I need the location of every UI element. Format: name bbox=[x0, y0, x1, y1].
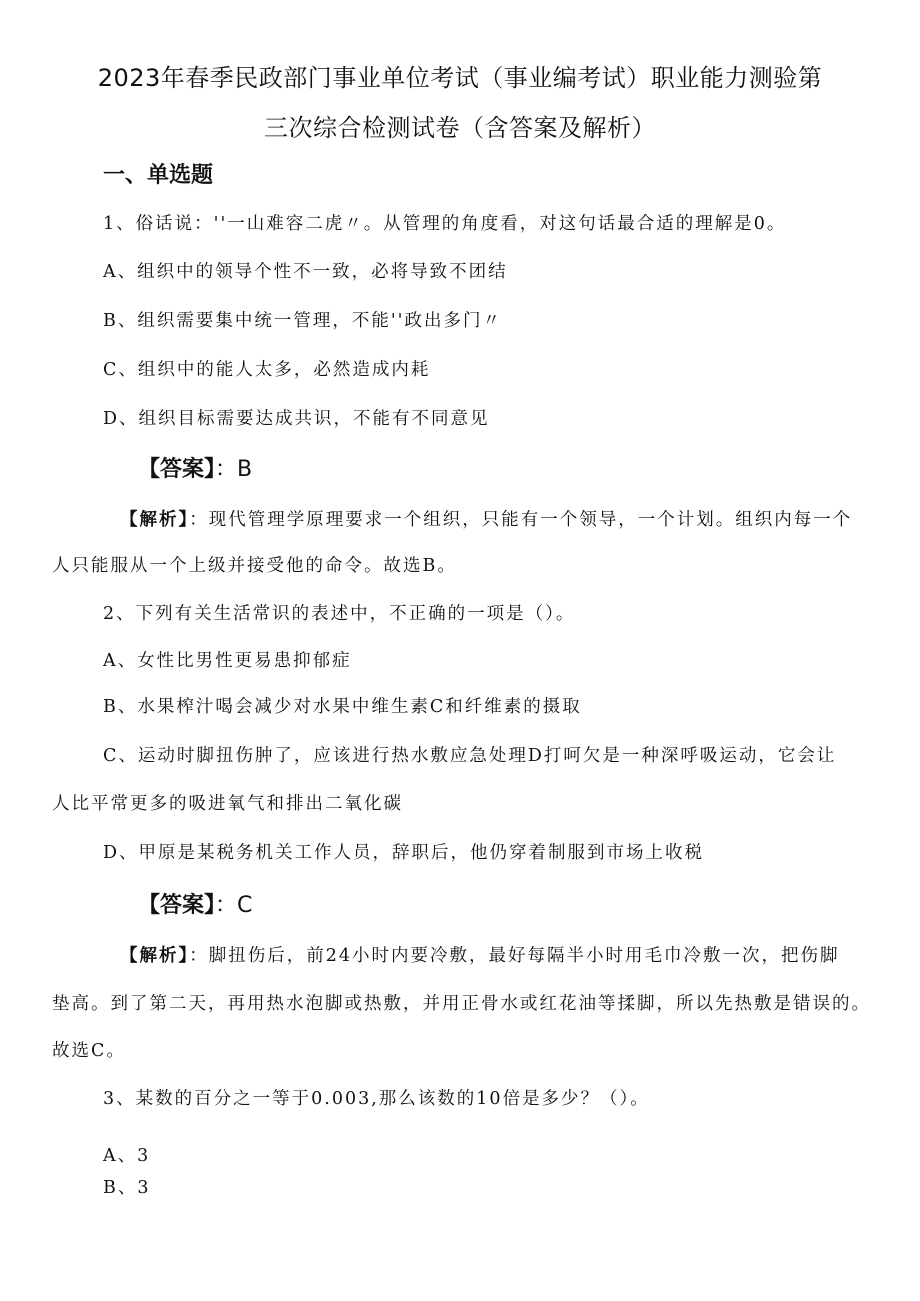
section-heading: 一、单选题 bbox=[103, 163, 214, 188]
q1-option-c: C、组织中的能人太多，必然造成内耗 bbox=[103, 360, 431, 380]
q1-explanation-line-1: 【解析】：现代管理学原理要求一个组织，只能有一个领导，一个计划。组织内每一个 bbox=[120, 510, 853, 530]
q2-explanation-line-2: 垫高。到了第二天，再用热水泡脚或热敷，并用正骨水或红花油等揉脚，所以先热敷是错误的。 bbox=[52, 994, 871, 1014]
q2-answer-value: ：C bbox=[215, 893, 253, 918]
q2-option-c-line-2: 人比平常更多的吸进氧气和排出二氧化碳 bbox=[52, 794, 403, 814]
q2-option-b: B、水果榨汁喝会减少对水果中维生素C和纤维素的摄取 bbox=[103, 697, 582, 717]
q2-answer bbox=[138, 888, 252, 919]
q1-answer-label: 【答案】 bbox=[138, 457, 216, 482]
q2-explanation-line-1: 【解析】：脚扭伤后，前24小时内要冷敷，最好每隔半小时用毛巾冷敷一次，把伤脚 bbox=[120, 946, 840, 966]
q3-option-a: A、3 bbox=[103, 1146, 151, 1166]
q2-explanation-line-3: 故选C。 bbox=[52, 1041, 126, 1061]
q1-option-a: A、组织中的领导个性不一致，必将导致不团结 bbox=[103, 262, 508, 282]
q2-option-a: A、女性比男性更易患抑郁症 bbox=[103, 651, 352, 671]
q1-stem: 1、俗话说：''一山难容二虎〃。从管理的角度看，对这句话最合适的理解是0。 bbox=[103, 214, 787, 234]
doc-title-line-2: 三次综合检测试卷（含答案及解析） bbox=[264, 114, 656, 142]
q1-answer-value: ：B bbox=[215, 457, 253, 482]
q1-answer bbox=[138, 452, 252, 483]
q1-explanation-line-2: 人只能服从一个上级并接受他的命令。故选B。 bbox=[52, 556, 457, 576]
q3-stem: 3、某数的百分之一等于0.003,那么该数的10倍是多少？（）。 bbox=[103, 1089, 650, 1109]
q1-option-b: B、组织需要集中统一管理，不能''政出多门〃 bbox=[103, 311, 502, 331]
q2-option-c-line-1: C、运动时脚扭伤肿了，应该进行热水敷应急处理D打呵欠是一种深呼吸运动，它会让 bbox=[103, 746, 837, 766]
q2-option-d: D、甲原是某税务机关工作人员，辞职后，他仍穿着制服到市场上收税 bbox=[103, 843, 705, 863]
q2-explanation-label: 【解析】 bbox=[120, 946, 190, 966]
q3-option-b: B、3 bbox=[103, 1178, 151, 1198]
q2-stem: 2、下列有关生活常识的表述中，不正确的一项是（）。 bbox=[103, 604, 576, 624]
doc-title-line-1: 2023年春季民政部门事业单位考试（事业编考试）职业能力测验第 bbox=[97, 64, 823, 92]
q2-answer-label: 【答案】 bbox=[138, 893, 216, 918]
q1-explanation-label: 【解析】 bbox=[120, 510, 190, 530]
q1-option-d: D、组织目标需要达成共识，不能有不同意见 bbox=[103, 409, 490, 429]
